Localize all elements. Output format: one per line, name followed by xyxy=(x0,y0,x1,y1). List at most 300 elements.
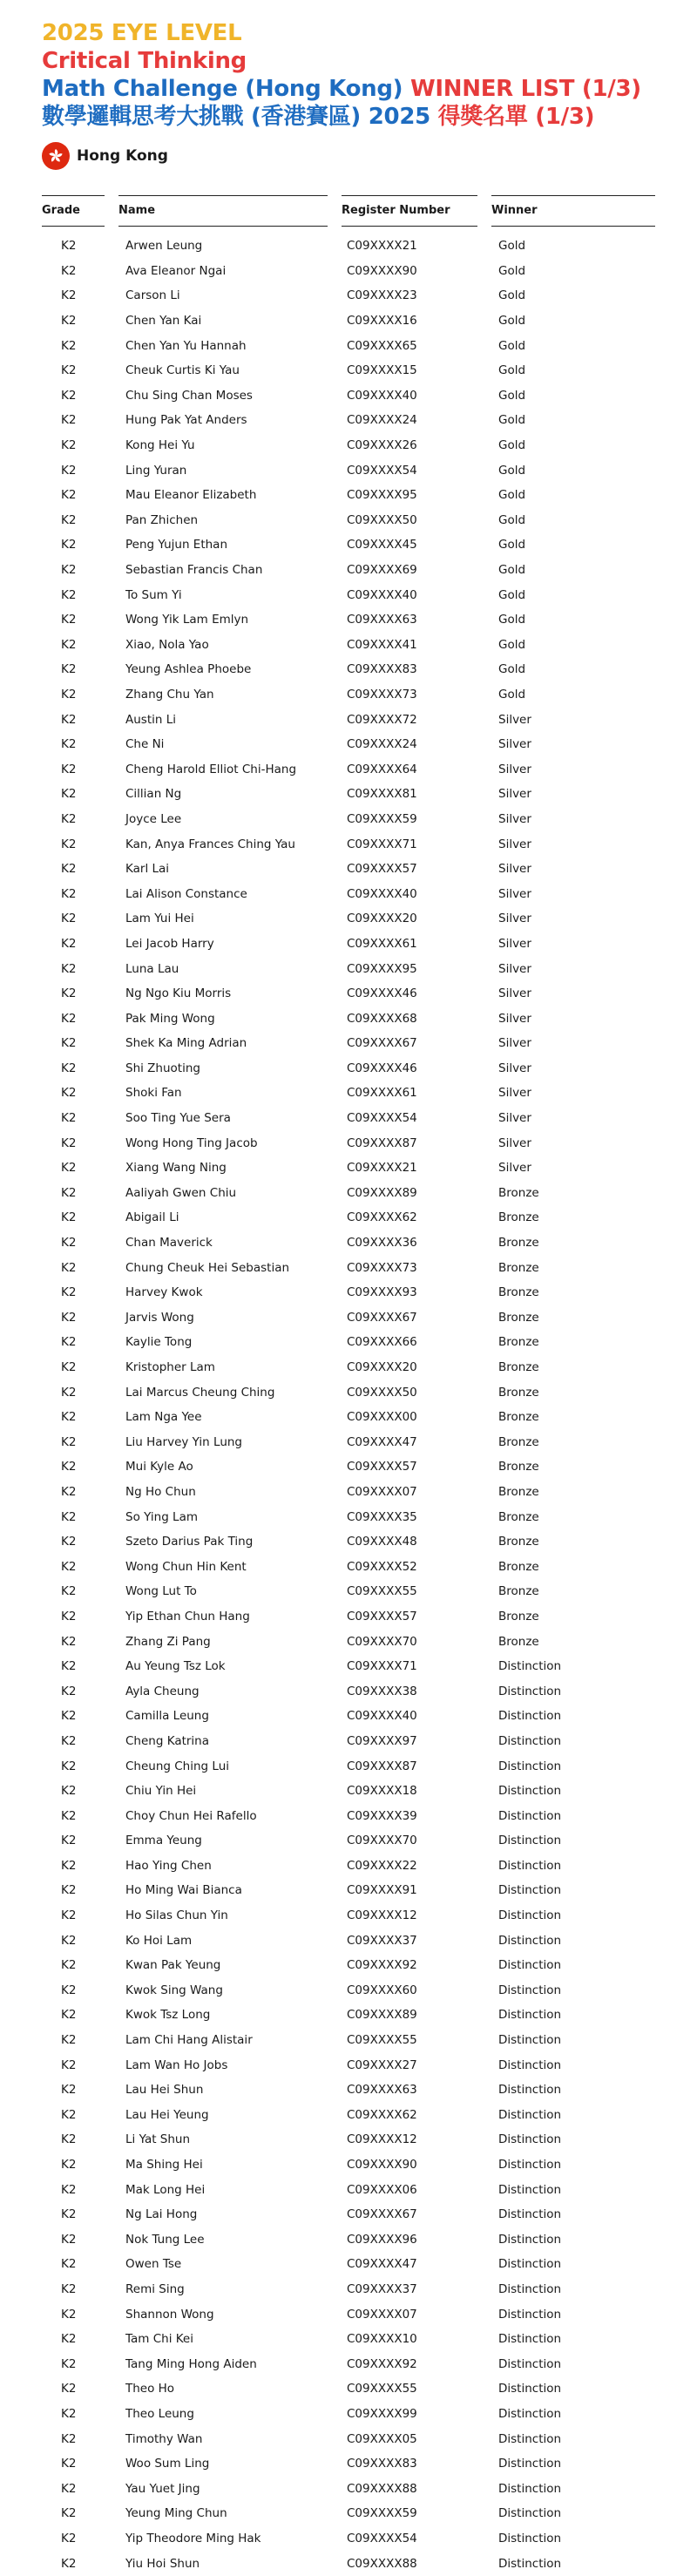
grade-cell: K2 xyxy=(61,1210,77,1225)
name-cell: Zhang Chu Yan xyxy=(125,687,214,702)
register-number-cell: C09XXXX63 xyxy=(347,613,417,627)
name-cell: Mau Eleanor Elizabeth xyxy=(125,488,257,503)
table-row xyxy=(42,2028,655,2053)
grade-cell: K2 xyxy=(61,2481,77,2496)
name-cell: Xiao, Nola Yao xyxy=(125,637,209,652)
winner-cell: Distinction xyxy=(498,1709,562,1724)
winner-cell: Gold xyxy=(498,512,526,527)
name-cell: Yau Yuet Jing xyxy=(125,2481,200,2496)
table-row xyxy=(42,2052,655,2078)
table-row xyxy=(42,1205,655,1230)
winner-cell: Gold xyxy=(498,687,526,702)
winner-cell: Distinction xyxy=(498,1684,562,1698)
grade-cell: K2 xyxy=(61,438,77,453)
table-row xyxy=(42,582,655,607)
name-cell: Kong Hei Yu xyxy=(125,438,195,453)
grade-cell: K2 xyxy=(61,288,77,303)
register-number-cell: C09XXXX99 xyxy=(347,2406,417,2421)
table-row xyxy=(42,1654,655,1679)
column-header-grade: Grade xyxy=(42,195,105,227)
register-number-cell: C09XXXX92 xyxy=(347,2356,417,2371)
table-row xyxy=(42,2451,655,2477)
name-cell: Ava Eleanor Ngai xyxy=(125,263,227,278)
winner-cell: Distinction xyxy=(498,2057,562,2072)
register-number-cell: C09XXXX00 xyxy=(347,1410,417,1425)
register-number-cell: C09XXXX67 xyxy=(347,1036,417,1051)
grade-cell: K2 xyxy=(61,1260,77,1275)
winner-cell: Distinction xyxy=(498,2531,562,2545)
name-cell: Hao Ying Chen xyxy=(125,1858,212,1873)
name-cell: Owen Tse xyxy=(125,2257,182,2272)
table-row xyxy=(42,956,655,981)
table-row xyxy=(42,259,655,284)
event-name-english xyxy=(42,75,655,103)
table-body xyxy=(42,234,655,2576)
table-row xyxy=(42,1978,655,2003)
table-row xyxy=(42,1031,655,1056)
register-number-cell: C09XXXX07 xyxy=(347,2307,417,2322)
name-cell: Pak Ming Wong xyxy=(125,1011,215,1026)
winner-cell: Distinction xyxy=(498,2232,562,2247)
grade-cell: K2 xyxy=(61,338,77,353)
name-cell: Ayla Cheung xyxy=(125,1684,200,1698)
name-cell: Zhang Zi Pang xyxy=(125,1634,211,1649)
event-name-chinese xyxy=(42,103,655,131)
winner-cell: Silver xyxy=(498,1036,531,1051)
register-number-cell: C09XXXX10 xyxy=(347,2332,417,2347)
register-number-cell: C09XXXX63 xyxy=(347,2083,417,2098)
table-row xyxy=(42,1504,655,1529)
table-row xyxy=(42,707,655,732)
name-cell: Cheng Katrina xyxy=(125,1733,210,1748)
register-number-cell: C09XXXX21 xyxy=(347,239,417,254)
register-number-cell: C09XXXX07 xyxy=(347,1484,417,1499)
grade-cell: K2 xyxy=(61,1335,77,1350)
register-number-cell: C09XXXX89 xyxy=(347,2008,417,2023)
table-row xyxy=(42,857,655,882)
name-cell: Ko Hoi Lam xyxy=(125,1933,193,1948)
winner-cell: Bronze xyxy=(498,1584,539,1599)
name-cell: Yip Ethan Chun Hang xyxy=(125,1609,250,1624)
grade-cell: K2 xyxy=(61,1983,77,1997)
winner-cell: Silver xyxy=(498,787,531,802)
register-number-cell: C09XXXX47 xyxy=(347,1434,417,1449)
grade-cell: K2 xyxy=(61,1360,77,1375)
name-cell: Shek Ka Ming Adrian xyxy=(125,1036,247,1051)
table-row xyxy=(42,732,655,757)
name-cell: Kan, Anya Frances Ching Yau xyxy=(125,837,295,851)
grade-cell: K2 xyxy=(61,488,77,503)
name-cell: Peng Yujun Ethan xyxy=(125,538,227,552)
name-cell: Cheung Ching Lui xyxy=(125,1759,230,1773)
winner-cell: Distinction xyxy=(498,1883,562,1898)
winner-cell: Distinction xyxy=(498,2033,562,2048)
grade-cell: K2 xyxy=(61,1584,77,1599)
grade-cell: K2 xyxy=(61,2008,77,2023)
winner-cell: Silver xyxy=(498,912,531,926)
register-number-cell: C09XXXX67 xyxy=(347,1310,417,1325)
winner-cell: Distinction xyxy=(498,2281,562,2296)
register-number-cell: C09XXXX40 xyxy=(347,587,417,602)
table-row xyxy=(42,1604,655,1630)
winner-cell: Distinction xyxy=(498,1659,562,1674)
region-indicator xyxy=(42,141,655,171)
winner-table xyxy=(42,195,655,2576)
winner-cell: Bronze xyxy=(498,1460,539,1474)
grade-cell: K2 xyxy=(61,2158,77,2173)
winner-cell: Gold xyxy=(498,662,526,677)
winner-cell: Silver xyxy=(498,1061,531,1075)
winner-cell: Gold xyxy=(498,413,526,428)
winner-cell: Gold xyxy=(498,563,526,578)
name-cell: Lai Marcus Cheung Ching xyxy=(125,1385,275,1400)
grade-cell: K2 xyxy=(61,2057,77,2072)
grade-cell: K2 xyxy=(61,263,77,278)
winner-cell: Bronze xyxy=(498,1236,539,1251)
winner-cell: Silver xyxy=(498,1161,531,1176)
register-number-cell: C09XXXX55 xyxy=(347,2382,417,2396)
name-cell: Che Ni xyxy=(125,737,165,752)
table-row xyxy=(42,2476,655,2501)
winner-cell: Bronze xyxy=(498,1285,539,1300)
winner-cell: Silver xyxy=(498,811,531,826)
grade-cell: K2 xyxy=(61,613,77,627)
table-row xyxy=(42,2078,655,2103)
winner-cell: Distinction xyxy=(498,2356,562,2371)
name-cell: Kwok Sing Wang xyxy=(125,1983,223,1997)
name-cell: Cheuk Curtis Ki Yau xyxy=(125,363,240,378)
table-row xyxy=(42,1704,655,1729)
register-number-cell: C09XXXX95 xyxy=(347,961,417,976)
table-row xyxy=(42,2351,655,2376)
register-number-cell: C09XXXX59 xyxy=(347,2506,417,2521)
register-number-cell: C09XXXX71 xyxy=(347,1659,417,1674)
grade-cell: K2 xyxy=(61,1310,77,1325)
table-row xyxy=(42,607,655,633)
register-number-cell: C09XXXX39 xyxy=(347,1808,417,1823)
table-row xyxy=(42,2003,655,2028)
winner-cell: Distinction xyxy=(498,2307,562,2322)
grade-cell: K2 xyxy=(61,762,77,776)
grade-cell: K2 xyxy=(61,1086,77,1101)
winner-list-label-english: WINNER LIST (1/3) xyxy=(410,76,641,102)
table-row xyxy=(42,1928,655,1953)
name-cell: Tang Ming Hong Aiden xyxy=(125,2356,257,2371)
register-number-cell: C09XXXX70 xyxy=(347,1834,417,1848)
winner-cell: Gold xyxy=(498,363,526,378)
winner-cell: Silver xyxy=(498,1086,531,1101)
grade-cell: K2 xyxy=(61,1285,77,1300)
name-cell: Karl Lai xyxy=(125,862,170,877)
register-number-cell: C09XXXX24 xyxy=(347,737,417,752)
name-cell: Abigail Li xyxy=(125,1210,179,1225)
name-cell: Theo Leung xyxy=(125,2406,194,2421)
grade-cell: K2 xyxy=(61,2506,77,2521)
register-number-cell: C09XXXX97 xyxy=(347,1733,417,1748)
grade-cell: K2 xyxy=(61,811,77,826)
table-row xyxy=(42,1629,655,1654)
table-row xyxy=(42,1903,655,1929)
grade-cell: K2 xyxy=(61,363,77,378)
winner-cell: Gold xyxy=(498,438,526,453)
winner-cell: Bronze xyxy=(498,1509,539,1524)
table-row xyxy=(42,1181,655,1206)
grade-cell: K2 xyxy=(61,1535,77,1549)
name-cell: Lam Nga Yee xyxy=(125,1410,202,1425)
winner-cell: Bronze xyxy=(498,1185,539,1200)
register-number-cell: C09XXXX48 xyxy=(347,1535,417,1549)
winner-cell: Distinction xyxy=(498,2382,562,2396)
register-number-cell: C09XXXX20 xyxy=(347,912,417,926)
name-cell: Lam Wan Ho Jobs xyxy=(125,2057,228,2072)
grade-cell: K2 xyxy=(61,687,77,702)
name-cell: Szeto Darius Pak Ting xyxy=(125,1535,254,1549)
register-number-cell: C09XXXX27 xyxy=(347,2057,417,2072)
winner-cell: Distinction xyxy=(498,1733,562,1748)
register-number-cell: C09XXXX46 xyxy=(347,1061,417,1075)
table-row xyxy=(42,234,655,259)
register-number-cell: C09XXXX54 xyxy=(347,1111,417,1126)
event-subtitle: Critical Thinking xyxy=(42,48,247,74)
winner-cell: Bronze xyxy=(498,1385,539,1400)
winner-cell: Bronze xyxy=(498,1434,539,1449)
winner-cell: Gold xyxy=(498,538,526,552)
grade-cell: K2 xyxy=(61,463,77,478)
register-number-cell: C09XXXX62 xyxy=(347,2107,417,2122)
table-row xyxy=(42,1729,655,1754)
column-header-winner: Winner xyxy=(491,195,655,227)
grade-cell: K2 xyxy=(61,2307,77,2322)
grade-cell: K2 xyxy=(61,1061,77,1075)
winner-cell: Gold xyxy=(498,314,526,329)
table-row xyxy=(42,1355,655,1380)
grade-cell: K2 xyxy=(61,1385,77,1400)
table-row xyxy=(42,1430,655,1455)
register-number-cell: C09XXXX38 xyxy=(347,1684,417,1698)
grade-cell: K2 xyxy=(61,637,77,652)
register-number-cell: C09XXXX67 xyxy=(347,2207,417,2222)
grade-cell: K2 xyxy=(61,2382,77,2396)
winner-cell: Silver xyxy=(498,1011,531,1026)
table-row xyxy=(42,2103,655,2128)
register-number-cell: C09XXXX73 xyxy=(347,687,417,702)
table-row xyxy=(42,1803,655,1828)
grade-cell: K2 xyxy=(61,2207,77,2222)
grade-cell: K2 xyxy=(61,512,77,527)
register-number-cell: C09XXXX37 xyxy=(347,1933,417,1948)
winner-cell: Bronze xyxy=(498,1260,539,1275)
grade-cell: K2 xyxy=(61,1236,77,1251)
register-number-cell: C09XXXX05 xyxy=(347,2431,417,2446)
grade-cell: K2 xyxy=(61,2107,77,2122)
name-cell: Wong Lut To xyxy=(125,1584,197,1599)
winner-cell: Bronze xyxy=(498,1310,539,1325)
table-row xyxy=(42,2202,655,2227)
register-number-cell: C09XXXX21 xyxy=(347,1161,417,1176)
winner-cell: Bronze xyxy=(498,1535,539,1549)
grade-cell: K2 xyxy=(61,388,77,403)
grade-cell: K2 xyxy=(61,2406,77,2421)
grade-cell: K2 xyxy=(61,2182,77,2197)
table-row xyxy=(42,1480,655,1505)
register-number-cell: C09XXXX59 xyxy=(347,811,417,826)
register-number-cell: C09XXXX26 xyxy=(347,438,417,453)
grade-cell: K2 xyxy=(61,1161,77,1176)
grade-cell: K2 xyxy=(61,2083,77,2098)
winner-cell: Bronze xyxy=(498,1335,539,1350)
register-number-cell: C09XXXX16 xyxy=(347,314,417,329)
winner-cell: Silver xyxy=(498,1111,531,1126)
grade-cell: K2 xyxy=(61,1185,77,1200)
winner-cell: Silver xyxy=(498,762,531,776)
register-number-cell: C09XXXX57 xyxy=(347,1460,417,1474)
winner-cell: Gold xyxy=(498,239,526,254)
register-number-cell: C09XXXX20 xyxy=(347,1360,417,1375)
winner-cell: Gold xyxy=(498,637,526,652)
winner-cell: Distinction xyxy=(498,2158,562,2173)
register-number-cell: C09XXXX90 xyxy=(347,263,417,278)
table-row xyxy=(42,782,655,807)
register-number-cell: C09XXXX92 xyxy=(347,1958,417,1973)
name-cell: Ng Ngo Kiu Morris xyxy=(125,986,232,1001)
name-cell: Harvey Kwok xyxy=(125,1285,203,1300)
name-cell: Wong Yik Lam Emlyn xyxy=(125,613,249,627)
register-number-cell: C09XXXX36 xyxy=(347,1236,417,1251)
name-cell: Tam Chi Kei xyxy=(125,2332,193,2347)
table-row xyxy=(42,2152,655,2178)
grade-cell: K2 xyxy=(61,936,77,951)
name-cell: Nok Tung Lee xyxy=(125,2232,205,2247)
register-number-cell: C09XXXX54 xyxy=(347,463,417,478)
table-row xyxy=(42,1280,655,1305)
table-row xyxy=(42,1529,655,1555)
grade-cell: K2 xyxy=(61,1410,77,1425)
grade-cell: K2 xyxy=(61,1958,77,1973)
table-row xyxy=(42,2376,655,2402)
grade-cell: K2 xyxy=(61,1509,77,1524)
grade-cell: K2 xyxy=(61,1659,77,1674)
name-cell: Shoki Fan xyxy=(125,1086,182,1101)
register-number-cell: C09XXXX61 xyxy=(347,936,417,951)
grade-cell: K2 xyxy=(61,1933,77,1948)
name-cell: Austin Li xyxy=(125,712,176,727)
name-cell: Kwok Tsz Long xyxy=(125,2008,211,2023)
grade-cell: K2 xyxy=(61,2132,77,2147)
event-name-chinese-main: 數學邏輯思考大挑戰 (香港賽區) 2025 xyxy=(42,104,430,130)
register-number-cell: C09XXXX22 xyxy=(347,1858,417,1873)
name-cell: Soo Ting Yue Sera xyxy=(125,1111,231,1126)
table-row xyxy=(42,682,655,708)
register-number-cell: C09XXXX41 xyxy=(347,637,417,652)
table-row xyxy=(42,2127,655,2152)
winner-cell: Silver xyxy=(498,936,531,951)
winner-list-label-chinese: 得獎名單 (1/3) xyxy=(437,104,595,130)
register-number-cell: C09XXXX35 xyxy=(347,1509,417,1524)
name-cell: Cillian Ng xyxy=(125,787,182,802)
winner-cell: Distinction xyxy=(498,2332,562,2347)
name-cell: Choy Chun Hei Rafello xyxy=(125,1808,257,1823)
grade-cell: K2 xyxy=(61,1011,77,1026)
name-cell: Liu Harvey Yin Lung xyxy=(125,1434,242,1449)
winner-cell: Distinction xyxy=(498,2457,562,2471)
grade-cell: K2 xyxy=(61,538,77,552)
register-number-cell: C09XXXX66 xyxy=(347,1335,417,1350)
grade-cell: K2 xyxy=(61,563,77,578)
winner-cell: Gold xyxy=(498,263,526,278)
register-number-cell: C09XXXX06 xyxy=(347,2182,417,2197)
register-number-cell: C09XXXX57 xyxy=(347,1609,417,1624)
winner-cell: Silver xyxy=(498,961,531,976)
grade-cell: K2 xyxy=(61,1709,77,1724)
table-row xyxy=(42,2227,655,2253)
grade-cell: K2 xyxy=(61,2431,77,2446)
register-number-cell: C09XXXX83 xyxy=(347,2457,417,2471)
name-cell: Kaylie Tong xyxy=(125,1335,193,1350)
register-number-cell: C09XXXX52 xyxy=(347,1559,417,1574)
winner-cell: Gold xyxy=(498,288,526,303)
table-row xyxy=(42,2277,655,2302)
name-cell: Au Yeung Tsz Lok xyxy=(125,1659,226,1674)
grade-cell: K2 xyxy=(61,2033,77,2048)
name-cell: Wong Hong Ting Jacob xyxy=(125,1135,258,1150)
column-header-register-number: Register Number xyxy=(342,195,477,227)
grade-cell: K2 xyxy=(61,2281,77,2296)
table-row xyxy=(42,1579,655,1604)
name-cell: Woo Sum Ling xyxy=(125,2457,210,2471)
table-row xyxy=(42,483,655,508)
grade-cell: K2 xyxy=(61,662,77,677)
name-cell: Li Yat Shun xyxy=(125,2132,191,2147)
name-cell: Mak Long Hei xyxy=(125,2182,206,2197)
register-number-cell: C09XXXX65 xyxy=(347,338,417,353)
winner-cell: Distinction xyxy=(498,2008,562,2023)
table-row xyxy=(42,1854,655,1879)
name-cell: Aaliyah Gwen Chiu xyxy=(125,1185,237,1200)
register-number-cell: C09XXXX72 xyxy=(347,712,417,727)
winner-cell: Distinction xyxy=(498,2406,562,2421)
table-row xyxy=(42,1130,655,1156)
grade-cell: K2 xyxy=(61,2332,77,2347)
table-row xyxy=(42,807,655,832)
table-row xyxy=(42,508,655,533)
name-cell: Chan Maverick xyxy=(125,1236,213,1251)
name-cell: Ho Silas Chun Yin xyxy=(125,1908,228,1923)
winner-cell: Distinction xyxy=(498,1858,562,1873)
table-row xyxy=(42,1678,655,1704)
table-row xyxy=(42,458,655,483)
grade-cell: K2 xyxy=(61,413,77,428)
winner-cell: Bronze xyxy=(498,1634,539,1649)
register-number-cell: C09XXXX64 xyxy=(347,762,417,776)
grade-cell: K2 xyxy=(61,1135,77,1150)
table-row xyxy=(42,308,655,334)
hong-kong-flag-icon xyxy=(42,142,70,170)
grade-cell: K2 xyxy=(61,2257,77,2272)
grade-cell: K2 xyxy=(61,2556,77,2571)
table-row xyxy=(42,1330,655,1355)
register-number-cell: C09XXXX46 xyxy=(347,986,417,1001)
winner-cell: Silver xyxy=(498,737,531,752)
register-number-cell: C09XXXX40 xyxy=(347,388,417,403)
table-row xyxy=(42,2426,655,2451)
winner-cell: Gold xyxy=(498,613,526,627)
winner-cell: Gold xyxy=(498,488,526,503)
grade-cell: K2 xyxy=(61,2356,77,2371)
register-number-cell: C09XXXX40 xyxy=(347,886,417,901)
winner-cell: Distinction xyxy=(498,2431,562,2446)
name-cell: So Ying Lam xyxy=(125,1509,198,1524)
table-row xyxy=(42,1255,655,1280)
